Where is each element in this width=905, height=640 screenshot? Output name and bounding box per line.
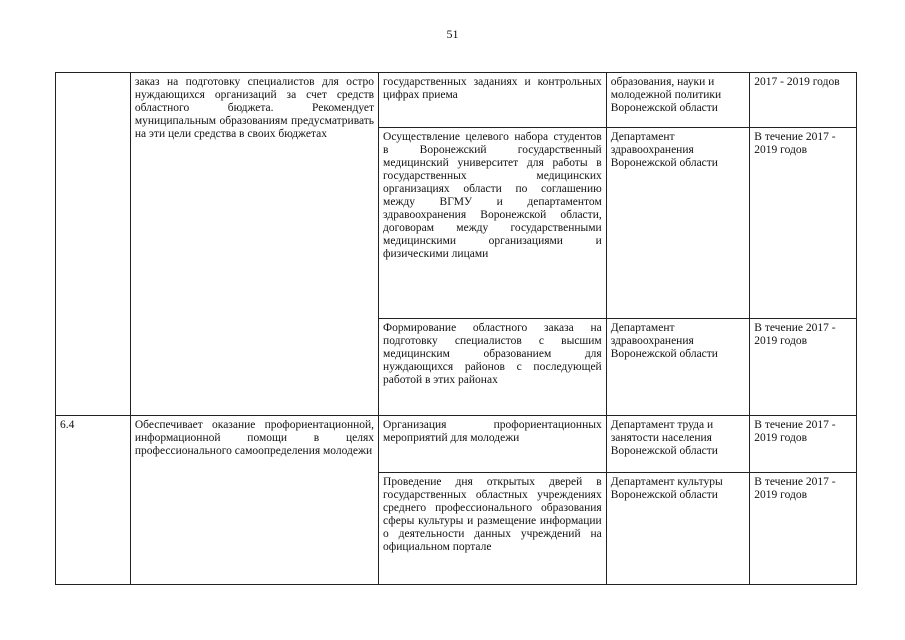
item-number-cell: [56, 73, 131, 416]
activity-cell: Организация профориентационных мероприятий для молодежи: [379, 416, 607, 473]
table-row: [56, 416, 857, 473]
executor-cell: Департамент здравоохранения Воронежской области: [606, 319, 750, 416]
task-cell: заказ на подготовку специалистов для остро нуждающихся организаций за счет средств областного бюджета. Рекомендует муниципальным образованиям предусматривать на эти цели средства в своих бюджетах: [130, 73, 378, 416]
executor-cell: Департамент культуры Воронежской области: [606, 473, 750, 585]
term-cell: В течение 2017 - 2019 годов: [750, 473, 857, 585]
term-cell: В течение 2017 - 2019 годов: [750, 128, 857, 319]
activity-cell: Формирование областного заказа на подготовку специалистов с высшим медицинским образованием для нуждающихся районов с последующей работой в этих районах: [379, 319, 607, 416]
executor-cell: Департамент здравоохранения Воронежской области: [606, 128, 750, 319]
item-number-cell: 6.4: [56, 416, 131, 585]
task-cell: Обеспечивает оказание профориентационной, информационной помощи в целях профессионального самоопределения молодежи: [130, 416, 378, 585]
term-cell: В течение 2017 - 2019 годов: [750, 319, 857, 416]
activity-cell: государственных заданиях и контрольных цифрах приема: [379, 73, 607, 128]
term-cell: В течение 2017 - 2019 годов: [750, 416, 857, 473]
term-cell: 2017 - 2019 годов: [750, 73, 857, 128]
measures-table: [55, 72, 857, 585]
activity-cell: Осуществление целевого набора студентов в Воронежский государственный медицинский университет для работы в государственных медицинских организациях области по соглашению между ВГМУ и департаментом здравоохранения Воронежской области, договорам между государственными медицинскими организациями и физическими лицами: [379, 128, 607, 319]
executor-cell: Департамент труда и занятости населения Воронежской области: [606, 416, 750, 473]
executor-cell: образования, науки и молодежной политики Воронежской области: [606, 73, 750, 128]
activity-cell: Проведение дня открытых дверей в государственных областных учреждениях среднего профессионального образования сферы культуры и размещение информации о деятельности данных учреждений на официальном портале: [379, 473, 607, 585]
table-row: [56, 73, 857, 128]
page-number: 51: [446, 27, 459, 41]
